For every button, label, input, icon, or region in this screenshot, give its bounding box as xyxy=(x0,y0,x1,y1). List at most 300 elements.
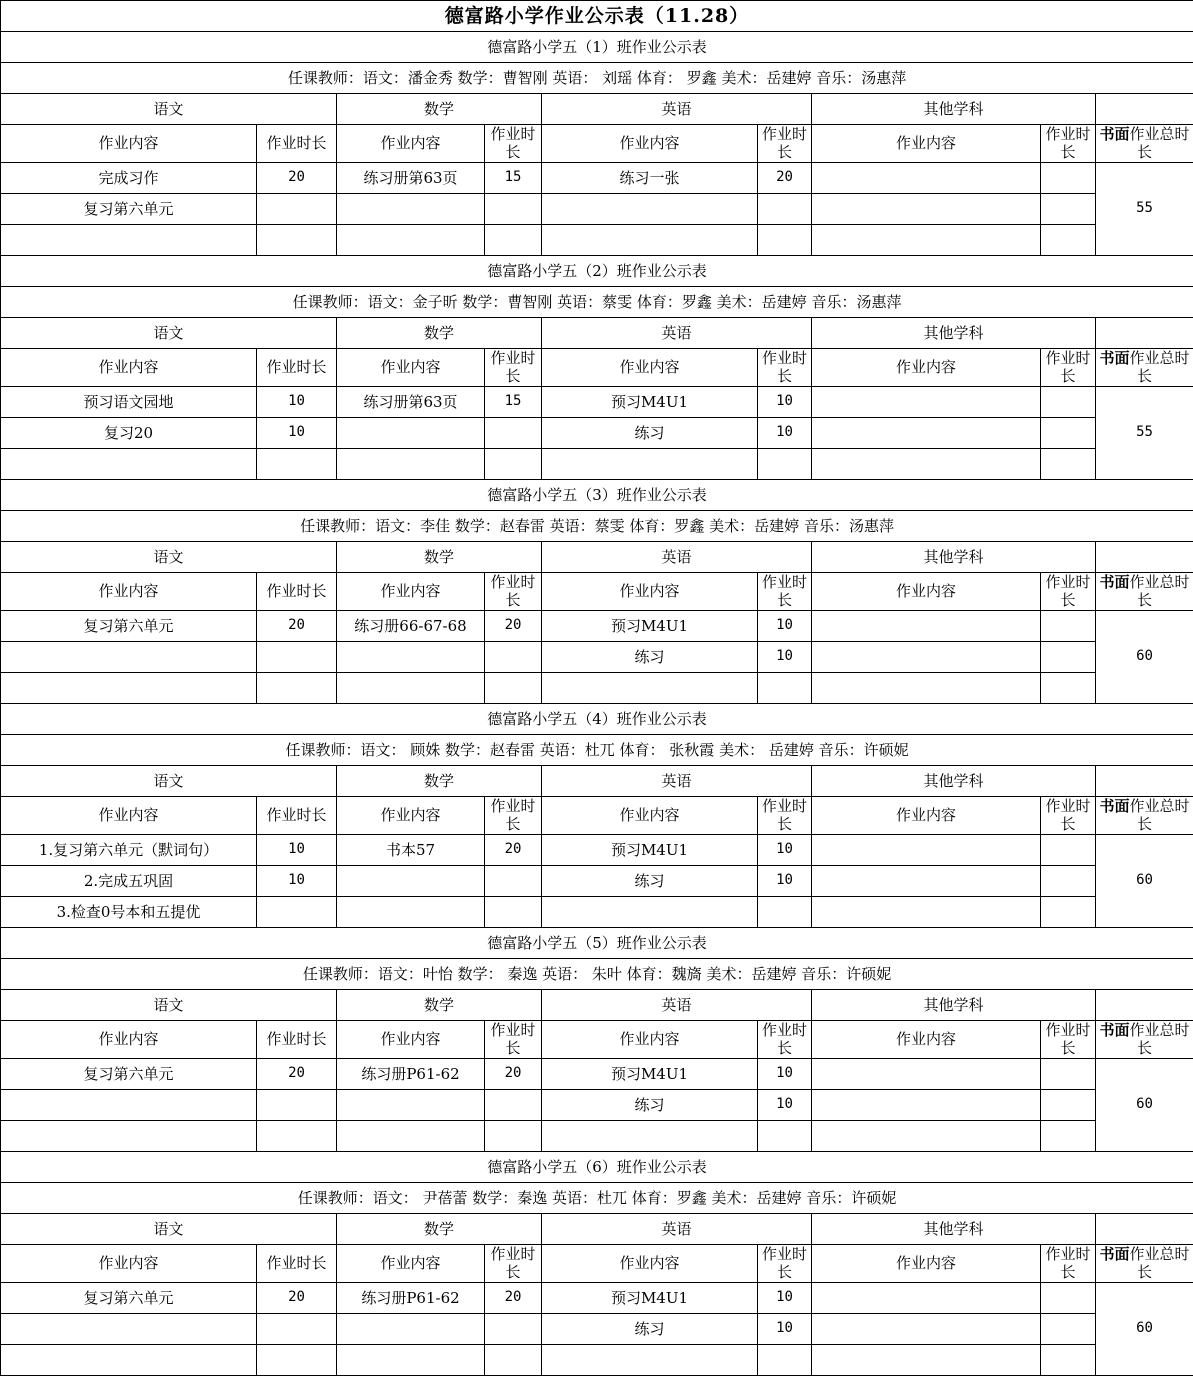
english-duration: 10 xyxy=(758,642,812,673)
homework-row xyxy=(1,866,1193,897)
total-label-bold: 书面 xyxy=(1099,1245,1130,1264)
col-header-math-duration: 作业时长 xyxy=(485,797,542,835)
english-duration: 10 xyxy=(758,866,812,897)
total-label-bold: 书面 xyxy=(1099,573,1130,592)
col-header-other-duration: 作业时长 xyxy=(1041,797,1096,835)
chinese-homework: 完成习作 xyxy=(1,163,257,194)
total-duration: 60 xyxy=(1096,1059,1193,1152)
subject-header-blank xyxy=(1096,766,1193,797)
other-homework xyxy=(812,1059,1041,1090)
col-header-other-content: 作业内容 xyxy=(812,1021,1041,1059)
chinese-duration xyxy=(257,449,337,480)
chinese-homework xyxy=(1,1121,257,1152)
col-header-total xyxy=(1096,573,1193,611)
subject-header-blank xyxy=(1096,1214,1193,1245)
chinese-duration xyxy=(257,225,337,256)
english-duration: 10 xyxy=(758,611,812,642)
col-header-math-content: 作业内容 xyxy=(337,125,485,163)
col-header-total xyxy=(1096,349,1193,387)
math-duration: 15 xyxy=(485,387,542,418)
column-header-row xyxy=(1,1021,1193,1059)
col-header-english-content: 作业内容 xyxy=(542,125,758,163)
col-header-english-duration: 作业时长 xyxy=(758,1021,812,1059)
homework-row xyxy=(1,163,1193,194)
total-label-bold: 书面 xyxy=(1099,349,1130,368)
chinese-duration xyxy=(257,1090,337,1121)
other-homework xyxy=(812,673,1041,704)
other-homework xyxy=(812,418,1041,449)
chinese-homework xyxy=(1,449,257,480)
total-label-bold: 书面 xyxy=(1099,1021,1130,1040)
col-header-math-duration: 作业时长 xyxy=(485,573,542,611)
teacher-row xyxy=(1,959,1193,990)
subject-header-row xyxy=(1,990,1193,1021)
homework-row xyxy=(1,1283,1193,1314)
col-header-other-duration: 作业时长 xyxy=(1041,1245,1096,1283)
other-duration xyxy=(1041,835,1096,866)
homework-row xyxy=(1,387,1193,418)
teacher-list: 任课教师：语文：金子昕 数学：曹智刚 英语：蔡雯 体育：罗鑫 美术：岳建婷 音乐：汤惠萍 xyxy=(1,287,1193,318)
math-homework: 练习册66-67-68 xyxy=(337,611,485,642)
subject-header-row xyxy=(1,766,1193,797)
other-homework xyxy=(812,225,1041,256)
math-homework xyxy=(337,1314,485,1345)
english-duration: 10 xyxy=(758,1314,812,1345)
subject-header-math: 数学 xyxy=(337,1214,542,1245)
math-homework xyxy=(337,194,485,225)
col-header-chinese-content: 作业内容 xyxy=(1,1021,257,1059)
chinese-homework: 复习第六单元 xyxy=(1,611,257,642)
math-homework xyxy=(337,418,485,449)
col-header-chinese-duration: 作业时长 xyxy=(257,573,337,611)
chinese-homework: 复习第六单元 xyxy=(1,1059,257,1090)
homework-row xyxy=(1,225,1193,256)
english-duration xyxy=(758,897,812,928)
math-duration: 20 xyxy=(485,1283,542,1314)
english-duration: 10 xyxy=(758,1090,812,1121)
col-header-other-content: 作业内容 xyxy=(812,797,1041,835)
chinese-duration xyxy=(257,642,337,673)
other-duration xyxy=(1041,897,1096,928)
subject-header-math: 数学 xyxy=(337,990,542,1021)
other-duration xyxy=(1041,1090,1096,1121)
english-homework: 练习 xyxy=(542,866,758,897)
math-duration: 20 xyxy=(485,1059,542,1090)
math-duration xyxy=(485,1121,542,1152)
subject-header-blank xyxy=(1096,94,1193,125)
homework-row xyxy=(1,897,1193,928)
teacher-row xyxy=(1,511,1193,542)
chinese-duration xyxy=(257,1121,337,1152)
col-header-math-content: 作业内容 xyxy=(337,1021,485,1059)
class-title-row xyxy=(1,480,1193,511)
homework-row xyxy=(1,642,1193,673)
class-title: 德富路小学五（2）班作业公示表 xyxy=(1,256,1193,287)
col-header-math-content: 作业内容 xyxy=(337,797,485,835)
chinese-duration: 10 xyxy=(257,835,337,866)
other-duration xyxy=(1041,387,1096,418)
english-duration: 10 xyxy=(758,387,812,418)
chinese-homework: 复习第六单元 xyxy=(1,1283,257,1314)
teacher-row xyxy=(1,735,1193,766)
total-duration: 55 xyxy=(1096,387,1193,480)
class-title: 德富路小学五（6）班作业公示表 xyxy=(1,1152,1193,1183)
chinese-homework: 预习语文园地 xyxy=(1,387,257,418)
col-header-other-duration: 作业时长 xyxy=(1041,349,1096,387)
col-header-other-content: 作业内容 xyxy=(812,349,1041,387)
col-header-other-content: 作业内容 xyxy=(812,1245,1041,1283)
col-header-chinese-duration: 作业时长 xyxy=(257,349,337,387)
col-header-english-duration: 作业时长 xyxy=(758,573,812,611)
total-label-bold: 书面 xyxy=(1099,125,1130,144)
english-homework: 练习 xyxy=(542,1090,758,1121)
chinese-homework xyxy=(1,673,257,704)
subject-header-other: 其他学科 xyxy=(812,990,1096,1021)
math-homework: 练习册P61-62 xyxy=(337,1059,485,1090)
subject-header-row xyxy=(1,318,1193,349)
chinese-duration xyxy=(257,897,337,928)
english-homework xyxy=(542,194,758,225)
col-header-other-duration: 作业时长 xyxy=(1041,125,1096,163)
english-homework: 练习 xyxy=(542,642,758,673)
col-header-english-content: 作业内容 xyxy=(542,349,758,387)
class-title-row xyxy=(1,928,1193,959)
english-homework: 预习M4U1 xyxy=(542,1059,758,1090)
english-homework xyxy=(542,673,758,704)
subject-header-other: 其他学科 xyxy=(812,94,1096,125)
math-homework xyxy=(337,1090,485,1121)
column-header-row xyxy=(1,349,1193,387)
english-homework: 预习M4U1 xyxy=(542,835,758,866)
other-duration xyxy=(1041,449,1096,480)
homework-row xyxy=(1,1121,1193,1152)
math-homework xyxy=(337,866,485,897)
chinese-duration: 20 xyxy=(257,611,337,642)
col-header-math-duration: 作业时长 xyxy=(485,1245,542,1283)
col-header-total xyxy=(1096,125,1193,163)
col-header-other-content: 作业内容 xyxy=(812,125,1041,163)
subject-header-chinese: 语文 xyxy=(1,1214,337,1245)
col-header-chinese-duration: 作业时长 xyxy=(257,797,337,835)
subject-header-math: 数学 xyxy=(337,542,542,573)
teacher-row xyxy=(1,63,1193,94)
math-duration xyxy=(485,418,542,449)
chinese-duration: 20 xyxy=(257,1059,337,1090)
math-homework xyxy=(337,449,485,480)
col-header-english-duration: 作业时长 xyxy=(758,125,812,163)
subject-header-chinese: 语文 xyxy=(1,318,337,349)
class-title-row xyxy=(1,256,1193,287)
math-duration: 20 xyxy=(485,835,542,866)
chinese-homework xyxy=(1,642,257,673)
math-duration xyxy=(485,1314,542,1345)
english-duration: 10 xyxy=(758,418,812,449)
other-homework xyxy=(812,866,1041,897)
math-homework: 练习册P61-62 xyxy=(337,1283,485,1314)
other-homework xyxy=(812,387,1041,418)
homework-row xyxy=(1,1059,1193,1090)
english-duration: 10 xyxy=(758,835,812,866)
math-duration xyxy=(485,866,542,897)
english-duration xyxy=(758,1345,812,1376)
chinese-homework: 3.检查0号本和五提优 xyxy=(1,897,257,928)
english-homework: 预习M4U1 xyxy=(542,611,758,642)
subject-header-english: 英语 xyxy=(542,766,812,797)
subject-header-row xyxy=(1,1214,1193,1245)
chinese-duration: 10 xyxy=(257,866,337,897)
subject-header-other: 其他学科 xyxy=(812,1214,1096,1245)
col-header-total xyxy=(1096,1245,1193,1283)
english-homework xyxy=(542,1121,758,1152)
math-duration xyxy=(485,225,542,256)
math-duration xyxy=(485,673,542,704)
math-duration xyxy=(485,1090,542,1121)
col-header-math-content: 作业内容 xyxy=(337,573,485,611)
total-label-rest: 作业总时长 xyxy=(1129,797,1190,833)
math-homework xyxy=(337,1121,485,1152)
other-homework xyxy=(812,611,1041,642)
col-header-total xyxy=(1096,797,1193,835)
english-homework: 练习一张 xyxy=(542,163,758,194)
teacher-list: 任课教师：语文：叶怡 数学： 秦逸 英语： 朱叶 体育：魏旖 美术：岳建婷 音乐：许硕妮 xyxy=(1,959,1193,990)
column-header-row xyxy=(1,797,1193,835)
chinese-homework: 复习20 xyxy=(1,418,257,449)
total-label-bold: 书面 xyxy=(1099,797,1130,816)
total-label-rest: 作业总时长 xyxy=(1129,573,1190,609)
teacher-row xyxy=(1,1183,1193,1214)
col-header-english-content: 作业内容 xyxy=(542,797,758,835)
col-header-chinese-duration: 作业时长 xyxy=(257,1245,337,1283)
subject-header-blank xyxy=(1096,542,1193,573)
subject-header-blank xyxy=(1096,990,1193,1021)
chinese-duration: 10 xyxy=(257,418,337,449)
other-homework xyxy=(812,194,1041,225)
col-header-other-content: 作业内容 xyxy=(812,573,1041,611)
math-homework xyxy=(337,897,485,928)
chinese-homework: 1.复习第六单元（默词句） xyxy=(1,835,257,866)
other-duration xyxy=(1041,1121,1096,1152)
math-homework xyxy=(337,225,485,256)
total-label-rest: 作业总时长 xyxy=(1129,1021,1190,1057)
col-header-chinese-content: 作业内容 xyxy=(1,125,257,163)
other-duration xyxy=(1041,1345,1096,1376)
chinese-homework xyxy=(1,1345,257,1376)
homework-row xyxy=(1,835,1193,866)
col-header-chinese-content: 作业内容 xyxy=(1,797,257,835)
homework-row xyxy=(1,194,1193,225)
teacher-list: 任课教师：语文：潘金秀 数学：曹智刚 英语： 刘瑶 体育： 罗鑫 美术：岳建婷 音乐：汤惠萍 xyxy=(1,63,1193,94)
chinese-duration: 20 xyxy=(257,163,337,194)
teacher-row xyxy=(1,287,1193,318)
col-header-math-content: 作业内容 xyxy=(337,349,485,387)
chinese-duration xyxy=(257,1345,337,1376)
other-duration xyxy=(1041,163,1096,194)
subject-header-other: 其他学科 xyxy=(812,766,1096,797)
other-duration xyxy=(1041,673,1096,704)
homework-row xyxy=(1,1090,1193,1121)
other-duration xyxy=(1041,1059,1096,1090)
math-homework: 练习册第63页 xyxy=(337,163,485,194)
subject-header-english: 英语 xyxy=(542,94,812,125)
col-header-chinese-duration: 作业时长 xyxy=(257,125,337,163)
col-header-english-content: 作业内容 xyxy=(542,1245,758,1283)
english-homework xyxy=(542,449,758,480)
col-header-chinese-content: 作业内容 xyxy=(1,573,257,611)
other-duration xyxy=(1041,1314,1096,1345)
col-header-english-duration: 作业时长 xyxy=(758,797,812,835)
subject-header-math: 数学 xyxy=(337,94,542,125)
col-header-other-duration: 作业时长 xyxy=(1041,573,1096,611)
math-duration xyxy=(485,897,542,928)
class-title-row xyxy=(1,704,1193,735)
other-duration xyxy=(1041,1283,1096,1314)
class-title: 德富路小学五（1）班作业公示表 xyxy=(1,32,1193,63)
english-duration: 20 xyxy=(758,163,812,194)
col-header-math-duration: 作业时长 xyxy=(485,1021,542,1059)
math-homework: 练习册第63页 xyxy=(337,387,485,418)
other-duration xyxy=(1041,225,1096,256)
total-label-rest: 作业总时长 xyxy=(1129,349,1190,385)
teacher-list: 任课教师：语文：李佳 数学：赵春雷 英语：蔡雯 体育：罗鑫 美术：岳建婷 音乐：汤惠萍 xyxy=(1,511,1193,542)
subject-header-blank xyxy=(1096,318,1193,349)
english-homework xyxy=(542,225,758,256)
column-header-row xyxy=(1,1245,1193,1283)
chinese-homework: 2.完成五巩固 xyxy=(1,866,257,897)
subject-header-chinese: 语文 xyxy=(1,990,337,1021)
other-duration xyxy=(1041,866,1096,897)
english-duration xyxy=(758,449,812,480)
math-homework: 书本57 xyxy=(337,835,485,866)
subject-header-chinese: 语文 xyxy=(1,542,337,573)
other-homework xyxy=(812,835,1041,866)
total-duration: 60 xyxy=(1096,611,1193,704)
col-header-chinese-duration: 作业时长 xyxy=(257,1021,337,1059)
homework-row xyxy=(1,1314,1193,1345)
col-header-total xyxy=(1096,1021,1193,1059)
chinese-duration xyxy=(257,1314,337,1345)
other-duration xyxy=(1041,194,1096,225)
total-label-rest: 作业总时长 xyxy=(1129,1245,1190,1281)
col-header-chinese-content: 作业内容 xyxy=(1,1245,257,1283)
page-title: 德富路小学作业公示表（11.28） xyxy=(1,1,1193,32)
class-title-row xyxy=(1,1152,1193,1183)
col-header-english-duration: 作业时长 xyxy=(758,349,812,387)
english-homework xyxy=(542,897,758,928)
column-header-row xyxy=(1,573,1193,611)
english-duration: 10 xyxy=(758,1059,812,1090)
subject-header-english: 英语 xyxy=(542,318,812,349)
english-duration: 10 xyxy=(758,1283,812,1314)
math-homework xyxy=(337,642,485,673)
total-duration: 60 xyxy=(1096,835,1193,928)
homework-row xyxy=(1,673,1193,704)
math-duration: 15 xyxy=(485,163,542,194)
class-title: 德富路小学五（4）班作业公示表 xyxy=(1,704,1193,735)
other-homework xyxy=(812,1283,1041,1314)
col-header-other-duration: 作业时长 xyxy=(1041,1021,1096,1059)
math-duration xyxy=(485,449,542,480)
teacher-list: 任课教师：语文： 尹蓓蕾 数学：秦逸 英语：杜兀 体育：罗鑫 美术：岳建婷 音乐：许硕妮 xyxy=(1,1183,1193,1214)
english-duration xyxy=(758,673,812,704)
col-header-english-duration: 作业时长 xyxy=(758,1245,812,1283)
other-homework xyxy=(812,1121,1041,1152)
total-label-rest: 作业总时长 xyxy=(1129,125,1190,161)
english-homework: 预习M4U1 xyxy=(542,387,758,418)
other-homework xyxy=(812,1314,1041,1345)
chinese-duration xyxy=(257,673,337,704)
chinese-homework: 复习第六单元 xyxy=(1,194,257,225)
homework-row xyxy=(1,449,1193,480)
teacher-list: 任课教师：语文： 顾姝 数学：赵春雷 英语：杜兀 体育： 张秋霞 美术： 岳建婷 音乐：许硕妮 xyxy=(1,735,1193,766)
col-header-math-duration: 作业时长 xyxy=(485,349,542,387)
math-duration: 20 xyxy=(485,611,542,642)
subject-header-chinese: 语文 xyxy=(1,94,337,125)
chinese-duration xyxy=(257,194,337,225)
english-homework xyxy=(542,1345,758,1376)
other-duration xyxy=(1041,642,1096,673)
col-header-math-content: 作业内容 xyxy=(337,1245,485,1283)
math-duration xyxy=(485,1345,542,1376)
english-duration xyxy=(758,1121,812,1152)
column-header-row xyxy=(1,125,1193,163)
math-homework xyxy=(337,1345,485,1376)
other-homework xyxy=(812,163,1041,194)
subject-header-english: 英语 xyxy=(542,990,812,1021)
col-header-chinese-content: 作业内容 xyxy=(1,349,257,387)
chinese-homework xyxy=(1,225,257,256)
subject-header-chinese: 语文 xyxy=(1,766,337,797)
math-duration xyxy=(485,194,542,225)
other-homework xyxy=(812,1090,1041,1121)
english-duration xyxy=(758,225,812,256)
subject-header-math: 数学 xyxy=(337,766,542,797)
total-duration: 55 xyxy=(1096,163,1193,256)
chinese-homework xyxy=(1,1314,257,1345)
other-homework xyxy=(812,449,1041,480)
chinese-duration: 10 xyxy=(257,387,337,418)
other-homework xyxy=(812,642,1041,673)
english-homework: 练习 xyxy=(542,1314,758,1345)
subject-header-math: 数学 xyxy=(337,318,542,349)
math-duration xyxy=(485,642,542,673)
col-header-math-duration: 作业时长 xyxy=(485,125,542,163)
math-homework xyxy=(337,673,485,704)
chinese-homework xyxy=(1,1090,257,1121)
total-duration: 60 xyxy=(1096,1283,1193,1376)
english-homework: 练习 xyxy=(542,418,758,449)
other-homework xyxy=(812,897,1041,928)
subject-header-other: 其他学科 xyxy=(812,542,1096,573)
subject-header-other: 其他学科 xyxy=(812,318,1096,349)
english-duration xyxy=(758,194,812,225)
english-homework: 预习M4U1 xyxy=(542,1283,758,1314)
subject-header-english: 英语 xyxy=(542,1214,812,1245)
homework-row xyxy=(1,418,1193,449)
col-header-english-content: 作业内容 xyxy=(542,573,758,611)
subject-header-row xyxy=(1,542,1193,573)
other-duration xyxy=(1041,611,1096,642)
class-title-row xyxy=(1,32,1193,63)
subject-header-row xyxy=(1,94,1193,125)
class-title: 德富路小学五（5）班作业公示表 xyxy=(1,928,1193,959)
subject-header-english: 英语 xyxy=(542,542,812,573)
other-homework xyxy=(812,1345,1041,1376)
col-header-english-content: 作业内容 xyxy=(542,1021,758,1059)
other-duration xyxy=(1041,418,1096,449)
homework-row xyxy=(1,1345,1193,1376)
homework-row xyxy=(1,611,1193,642)
class-title: 德富路小学五（3）班作业公示表 xyxy=(1,480,1193,511)
